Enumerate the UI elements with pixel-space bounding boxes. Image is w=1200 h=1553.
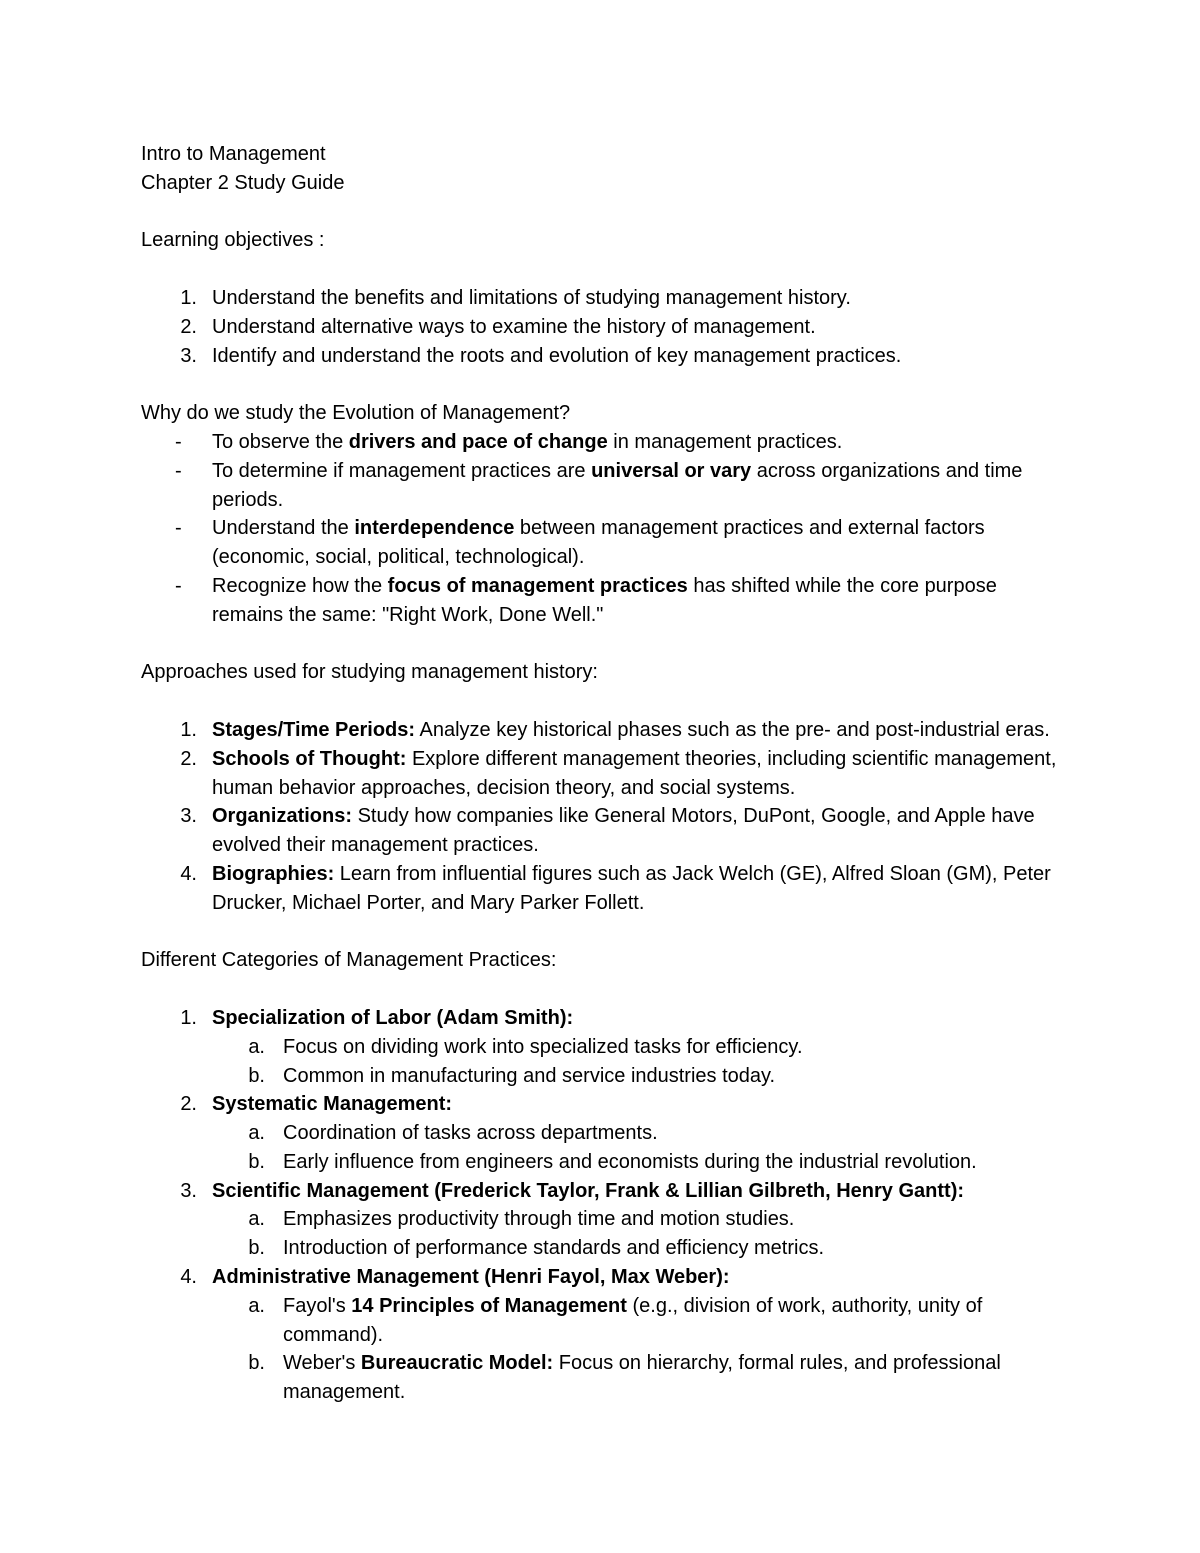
category-subitem: a. Coordination of tasks across departments.: [248, 1122, 658, 1145]
why-item: - Recognize how the focus of management practices has shifted while the core purpose remains the same: "Right Work, Done Well.": [175, 574, 997, 626]
category-subitem: a. Focus on dividing work into specialized tasks for efficiency.: [248, 1035, 803, 1058]
guide-title: Chapter 2 Study Guide: [141, 171, 345, 194]
category-subitem: b. Introduction of performance standards and efficiency metrics.: [248, 1237, 825, 1260]
category-item: 1. Specialization of Labor (Adam Smith):: [180, 1006, 574, 1029]
category-item: 3. Scientific Management (Frederick Taylor, Frank & Lillian Gilbreth, Henry Gantt):: [180, 1179, 965, 1202]
category-item: 4. Administrative Management (Henri Fayol, Max Weber):: [180, 1266, 730, 1289]
objective-item: 2. Understand alternative ways to examine the history of management.: [180, 315, 816, 338]
category-subitem: a. Emphasizes productivity through time and motion studies.: [248, 1208, 795, 1231]
category-subitem: b. Early influence from engineers and economists during the industrial revolution.: [248, 1150, 977, 1173]
why-item: - To observe the drivers and pace of change in management practices.: [175, 430, 843, 453]
categories-heading: Different Categories of Management Practices:: [141, 949, 557, 972]
approach-item: 3. Organizations: Study how companies like General Motors, DuPont, Google, and Apple have evolved their management practices.: [180, 805, 1035, 857]
objective-item: 1. Understand the benefits and limitations of studying management history.: [180, 286, 851, 309]
course-title: Intro to Management: [141, 143, 326, 165]
category-subitem: b. Weber's Bureaucratic Model: Focus on hierarchy, formal rules, and professional management.: [248, 1352, 1001, 1404]
document-page: [141, 140, 1071, 1407]
objectives-heading: Learning objectives :: [141, 229, 325, 252]
approach-item: 2. Schools of Thought: Explore different management theories, including scientific management, human behavior approaches, decision theory, and social systems.: [180, 747, 1057, 799]
why-heading: Why do we study the Evolution of Management?: [141, 402, 571, 425]
why-item: - Understand the interdependence between management practices and external factors (economic, social, political, technological).: [175, 517, 985, 569]
category-subitem: b. Common in manufacturing and service industries today.: [248, 1064, 776, 1087]
category-item: 2. Systematic Management:: [180, 1093, 453, 1116]
approaches-heading: Approaches used for studying management history:: [141, 661, 598, 684]
objective-item: 3. Identify and understand the roots and evolution of key management practices.: [180, 344, 902, 367]
why-item: - To determine if management practices are universal or vary across organizations and time periods.: [175, 459, 1023, 511]
category-subitem: a. Fayol's 14 Principles of Management (e.g., division of work, authority, unity of command).: [248, 1294, 983, 1346]
approach-item: 4. Biographies: Learn from influential figures such as Jack Welch (GE), Alfred Sloan (GM), Peter Drucker, Michael Porter, and Mary Parker Follett.: [180, 862, 1051, 914]
approach-item: 1. Stages/Time Periods: Analyze key historical phases such as the pre- and post-industrial eras.: [180, 718, 1050, 741]
